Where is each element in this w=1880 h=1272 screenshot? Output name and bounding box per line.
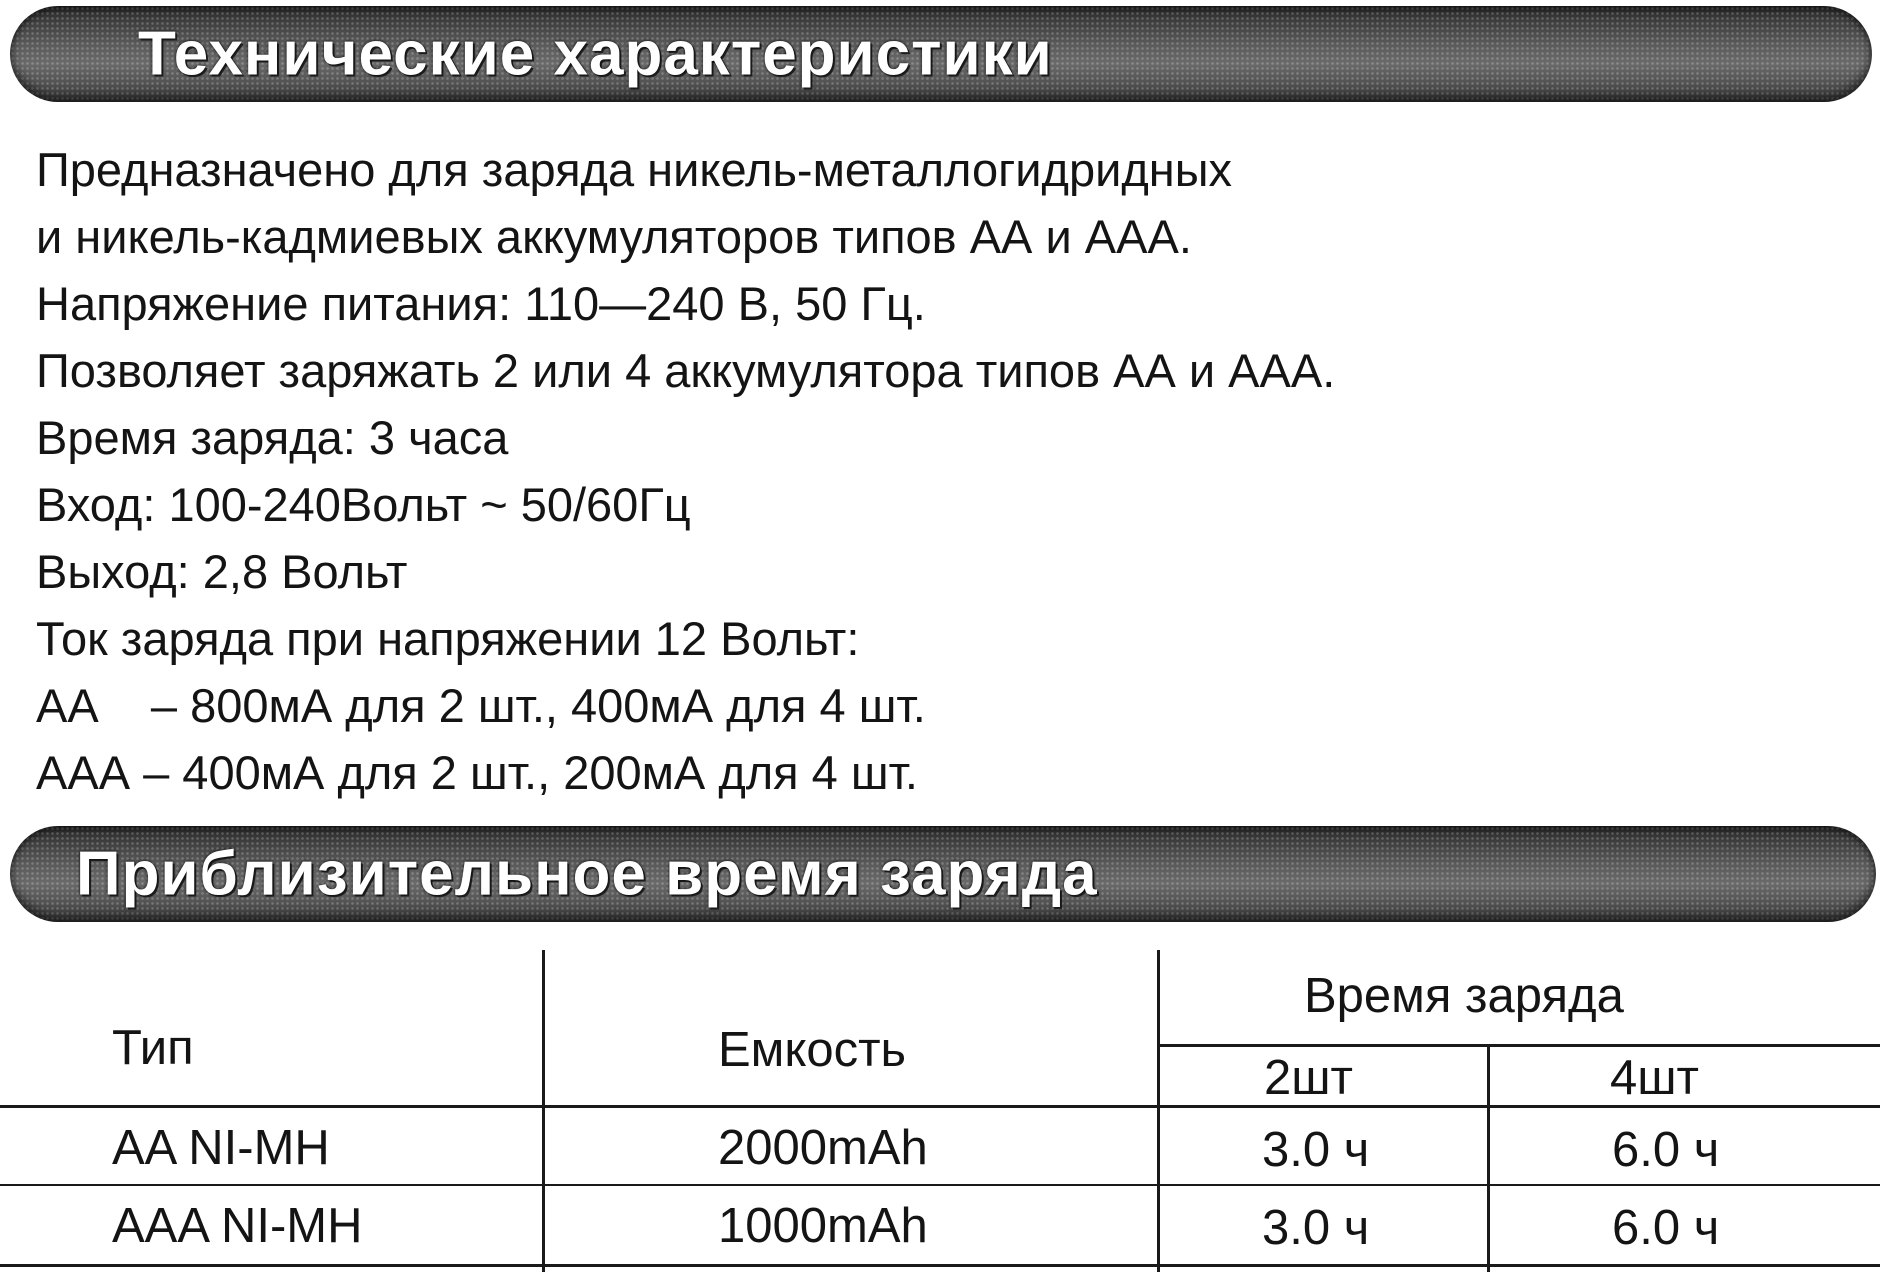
- table-divider: [0, 1184, 1880, 1186]
- specs-list: [36, 136, 1836, 806]
- column-header-capacity: Емкость: [718, 1023, 907, 1077]
- spec-line: ААА – 400мА для 2 шт., 200мА для 4 шт.: [36, 746, 918, 799]
- table-cell-capacity: 2000mAh: [718, 1121, 928, 1175]
- specs-section-banner: [10, 6, 1872, 102]
- table-cell-time-2pcs: 3.0 ч: [1262, 1201, 1370, 1255]
- column-header-2pcs: 2шт: [1264, 1051, 1354, 1105]
- spec-line: Предназначено для заряда никель-металлогидридных: [36, 143, 1232, 196]
- spec-line: и никель-кадмиевых аккумуляторов типов АА и ААА.: [36, 210, 1192, 263]
- table-divider: [0, 1264, 1880, 1267]
- charge-time-table: [0, 950, 1880, 1272]
- column-header-type: Тип: [112, 1021, 194, 1075]
- table-cell-capacity: 1000mAh: [718, 1199, 928, 1253]
- spec-line: Позволяет заряжать 2 или 4 аккумулятора типов АА и ААА.: [36, 344, 1336, 397]
- charge-time-section-title: Приблизительное время заряда: [76, 839, 1098, 909]
- table-cell-time-2pcs: 3.0 ч: [1262, 1123, 1370, 1177]
- table-cell-time-4pcs: 6.0 ч: [1612, 1123, 1720, 1177]
- spec-line: АА – 800мА для 2 шт., 400мА для 4 шт.: [36, 679, 926, 732]
- spec-line: Выход: 2,8 Вольт: [36, 545, 408, 598]
- table-divider: [1157, 1044, 1880, 1047]
- column-header-4pcs: 4шт: [1610, 1051, 1700, 1105]
- table-cell-type: AAA NI-MH: [112, 1199, 363, 1253]
- spec-line: Время заряда: 3 часа: [36, 411, 509, 464]
- spec-line: Ток заряда при напряжении 12 Вольт:: [36, 612, 860, 665]
- spec-line: Напряжение питания: 110—240 В, 50 Гц.: [36, 277, 926, 330]
- charge-time-section-banner: [10, 826, 1876, 922]
- table-divider: [542, 950, 545, 1272]
- table-cell-time-4pcs: 6.0 ч: [1612, 1201, 1720, 1255]
- table-divider: [1157, 950, 1160, 1272]
- specs-section-title: Технические характеристики: [138, 19, 1053, 89]
- table-divider: [1487, 1044, 1490, 1272]
- column-header-charge-time: Время заряда: [1304, 969, 1624, 1023]
- spec-line: Вход: 100-240Вольт ~ 50/60Гц: [36, 478, 691, 531]
- table-cell-type: AA NI-MH: [112, 1121, 330, 1175]
- table-divider: [0, 1105, 1880, 1108]
